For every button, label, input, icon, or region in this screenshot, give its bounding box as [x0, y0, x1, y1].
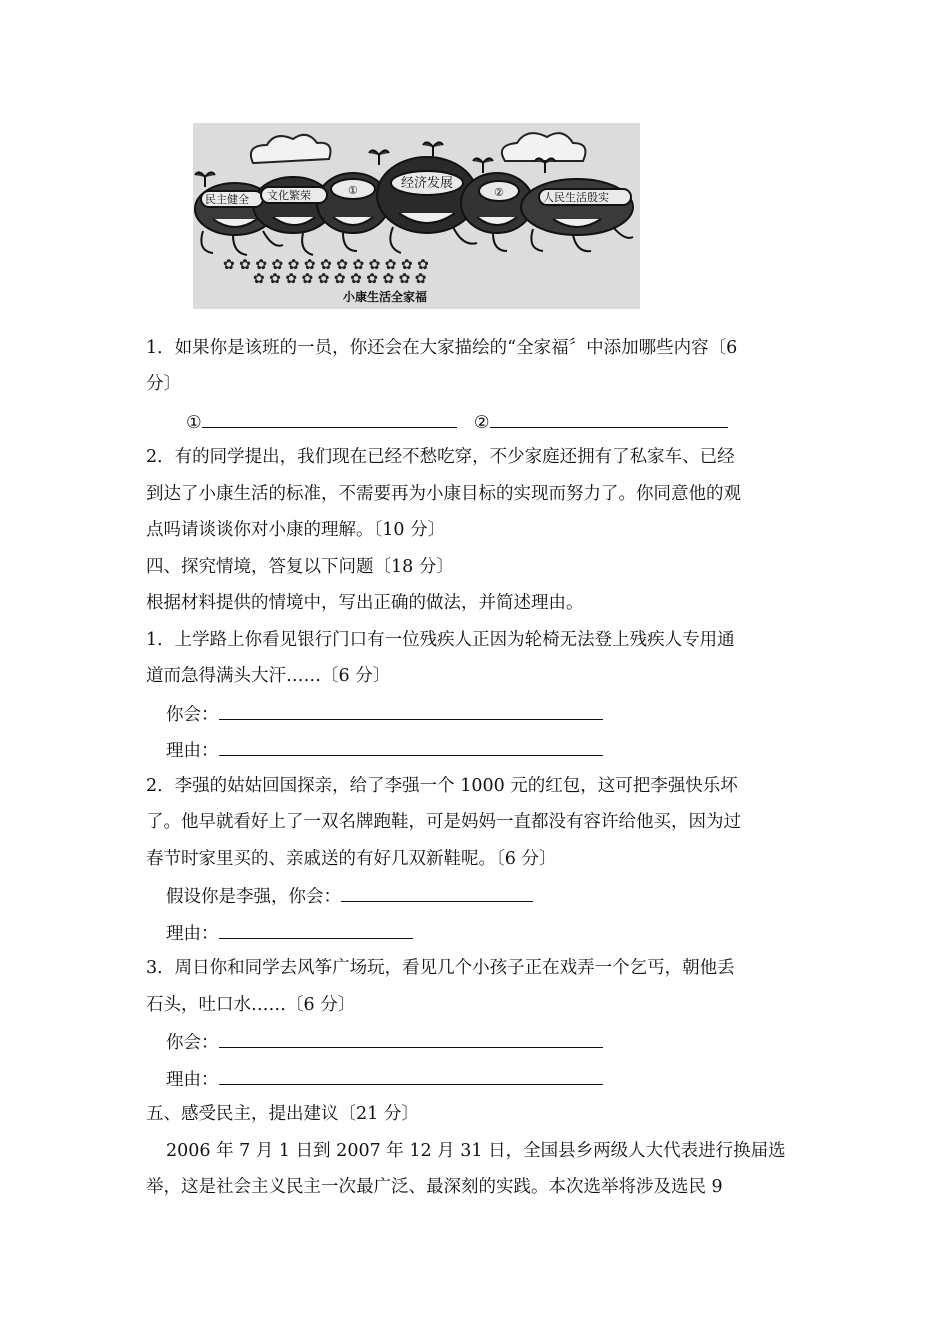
q4-1-reason-row: [166, 737, 603, 763]
q4-1-you-label: 你会：: [166, 705, 219, 725]
cartoon-image: [193, 123, 640, 309]
q4-3-reason-blank[interactable]: [219, 1066, 603, 1085]
answer-blank-1[interactable]: [202, 409, 457, 428]
section5-title: 五、感受民主，提出建议〔21 分〕: [146, 1104, 419, 1124]
q4-2-you-row: [166, 883, 533, 909]
q4-2-line1: 2．李强的姑姑回国探亲，给了李强一个 1000 元的红包，这可把李强快乐坏: [146, 776, 738, 796]
cartoon-label-living: 人民生活殷实: [543, 191, 609, 204]
cartoon-label-democracy: 民主健全: [205, 193, 249, 206]
blank-label-1: ①: [186, 413, 202, 433]
q4-1-reason-blank[interactable]: [219, 737, 603, 756]
cartoon-label-culture: 文化繁荣: [267, 189, 311, 202]
q4-2-line2: 了。他早就看好上了一双名牌跑鞋，可是妈妈一直都没有容许给他买，因为过: [146, 812, 741, 832]
svg-text:✿ ✿ ✿ ✿ ✿ ✿ ✿ ✿ ✿ ✿ ✿ ✿ ✿: ✿ ✿ ✿ ✿ ✿ ✿ ✿ ✿ ✿ ✿ ✿ ✿ ✿: [223, 257, 429, 273]
section4-intro: 根据材料提供的情境中，写出正确的做法，并简述理由。: [146, 593, 584, 613]
q4-1-reason-label: 理由：: [166, 741, 219, 761]
q4-3-you-blank[interactable]: [219, 1029, 603, 1048]
cartoon-label-blank-2: ②: [494, 186, 504, 199]
q4-2-you-label: 假设你是李强，你会：: [166, 887, 341, 907]
q4-1-line2: 道而急得满头大汗……〔6 分〕: [146, 666, 391, 686]
q4-2-reason-blank[interactable]: [219, 920, 413, 939]
q4-1-you-row: [166, 701, 603, 727]
q3-1-line2: 分〕: [146, 374, 181, 394]
section5-line2: 举，这是社会主义民主一次最广泛、最深刻的实践。本次选举将涉及选民 9: [146, 1177, 723, 1197]
q4-2-reason-label: 理由：: [166, 924, 219, 944]
q4-1-you-blank[interactable]: [219, 701, 603, 720]
blank-label-2: ②: [473, 413, 490, 433]
section5-line1: 2006 年 7 月 1 日到 2007 年 12 月 31 日，全国县乡两级人大代表进行换届选: [166, 1141, 786, 1161]
q4-3-you-label: 你会：: [166, 1033, 219, 1053]
q3-2-line3: 点吗请谈谈你对小康的理解。〔10 分〕: [146, 520, 446, 540]
q4-3-reason-row: [166, 1066, 603, 1092]
q3-1-line1: 1．如果你是该班的一员，你还会在大家描绘的“全家福〞中添加哪些内容〔6: [146, 338, 738, 358]
q4-2-reason-row: [166, 920, 413, 946]
section4-title: 四、探究情境，答复以下问题〔18 分〕: [146, 557, 454, 577]
q4-2-you-blank[interactable]: [341, 883, 533, 902]
q4-3-line1: 3．周日你和同学去风筝广场玩，看见几个小孩子正在戏弄一个乞丐，朝他丢: [146, 958, 735, 978]
cartoon-caption: 小康生活全家福: [343, 290, 428, 304]
q4-3-line2: 石头，吐口水……〔6 分〕: [146, 995, 356, 1015]
q4-1-line1: 1．上学路上你看见银行门口有一位残疾人正因为轮椅无法登上残疾人专用通: [146, 630, 735, 650]
q4-3-reason-label: 理由：: [166, 1070, 219, 1090]
q3-1-blanks: [186, 409, 728, 435]
q3-2-line2: 到达了小康生活的标准，不需要再为小康目标的实现而努力了。你同意他的观: [146, 484, 741, 504]
cartoon-label-economy: 经济发展: [401, 176, 454, 191]
cartoon-label-blank-1: ①: [348, 184, 358, 197]
svg-text:✿ ✿ ✿ ✿ ✿ ✿ ✿ ✿ ✿ ✿ ✿: ✿ ✿ ✿ ✿ ✿ ✿ ✿ ✿ ✿ ✿ ✿: [253, 271, 427, 287]
q4-3-you-row: [166, 1029, 603, 1055]
answer-blank-2[interactable]: [490, 409, 728, 428]
q4-2-line3: 春节时家里买的、亲戚送的有好几双新鞋呢。〔6 分〕: [146, 849, 557, 869]
q3-2-line1: 2．有的同学提出，我们现在已经不愁吃穿，不少家庭还拥有了私家车、已经: [146, 447, 735, 467]
